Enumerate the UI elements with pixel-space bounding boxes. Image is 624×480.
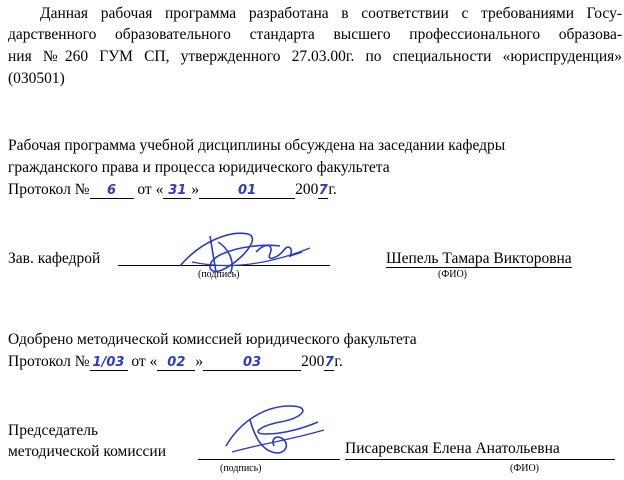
approval-line-1: Одобрено методической комиссией юридического факультета [8, 331, 417, 348]
date-year-prefix: 200 [295, 181, 319, 198]
intro-line-3: ния №260 ГУМ СП, утвержденного 27.03.00г. по специальности «юриспруденция» [8, 48, 622, 65]
discussion-line-2: гражданского права и процесса юридического факультета [8, 159, 390, 176]
approval-date-year-suffix: г. [334, 353, 343, 370]
head-name [386, 250, 572, 268]
approval-date-year-digit: 7 [324, 355, 334, 370]
head-signature-caption: (подпись) [198, 269, 240, 280]
intro-line-4: (030501) [8, 70, 65, 87]
approval-protocol-number-field [90, 353, 128, 371]
chair-signature-caption: (подпись) [220, 463, 262, 474]
approval-date-close-quote: » [195, 353, 204, 370]
approval-protocol-line [8, 353, 343, 371]
protocol-number-field [90, 181, 134, 199]
approval-date-month: 03 [243, 355, 262, 370]
chair-label-line-2: методической комиссии [8, 443, 166, 460]
date-from-label: от « [137, 181, 164, 198]
date-month: 01 [238, 183, 257, 198]
approval-date-day-field [157, 353, 195, 371]
chair-name-line [345, 459, 615, 460]
approval-date-from-label: от « [131, 353, 158, 370]
date-close-quote: » [191, 181, 200, 198]
chair-name-caption: (ФИО) [510, 463, 540, 474]
date-year-field [318, 181, 328, 199]
approval-date-year-field [324, 353, 334, 371]
date-year-digit: 7 [318, 183, 328, 198]
approval-date-month-field [203, 353, 301, 371]
protocol-number: 6 [106, 183, 117, 198]
date-month-field [199, 181, 295, 199]
head-signature [170, 222, 330, 282]
approval-date-day: 02 [167, 355, 186, 370]
date-day-field [163, 181, 191, 199]
chair-label-line-1: Председатель [8, 422, 99, 439]
protocol-label: Протокол № [8, 181, 90, 198]
head-label: Зав. кафедрой [8, 250, 101, 267]
chair-name: Писаревская Елена Анатольевна [345, 440, 560, 457]
discussion-protocol-line [8, 181, 337, 199]
head-name-text: Шепель Тамара Викторовна [386, 250, 572, 267]
head-name-caption: (ФИО) [438, 269, 468, 280]
intro-line-2: дарственного образовательного стандарта высшего профессионального образова- [8, 26, 622, 43]
discussion-line-1: Рабочая программа учебной дисциплины обсуждена на заседании кафедры [8, 137, 506, 154]
date-year-suffix: г. [328, 181, 337, 198]
approval-protocol-number: 1/03 [92, 355, 125, 370]
date-day: 31 [168, 183, 187, 198]
intro-line-1: Данная рабочая программа разработана в соответствии с требованиями Госу- [40, 5, 622, 22]
approval-protocol-label: Протокол № [8, 353, 90, 370]
chair-signature [220, 400, 330, 460]
approval-date-year-prefix: 200 [301, 353, 325, 370]
